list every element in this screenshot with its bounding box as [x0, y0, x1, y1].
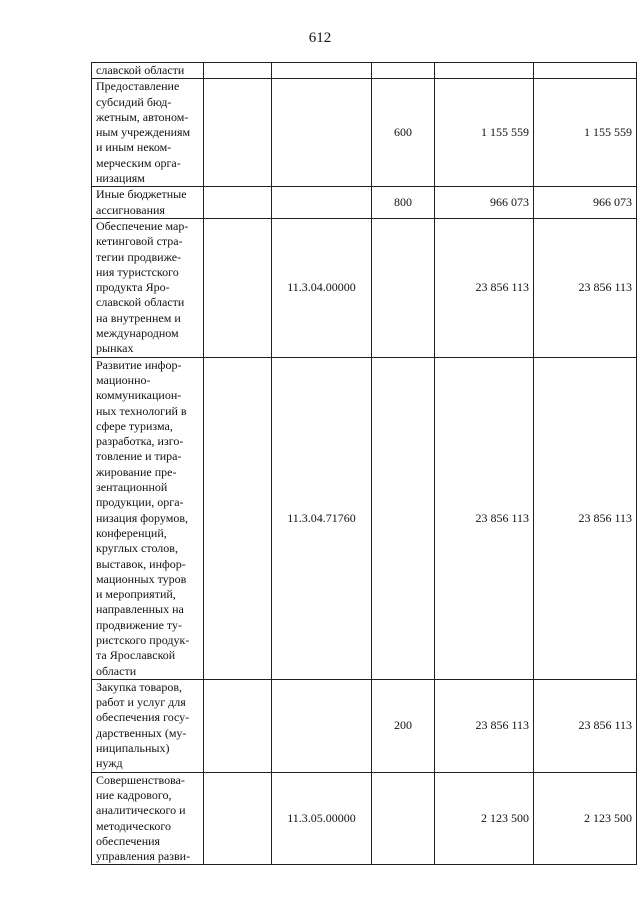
- blank-cell: [204, 772, 272, 865]
- row-name: славской области: [92, 63, 204, 79]
- page-number: 612: [308, 30, 332, 46]
- target-code: 11.3.05.00000: [272, 772, 372, 865]
- target-code: [272, 79, 372, 187]
- amount-2: 23 856 113: [534, 357, 637, 679]
- expense-type: 200: [372, 679, 435, 772]
- target-code: 11.3.04.71760: [272, 357, 372, 679]
- expense-type: 600: [372, 79, 435, 187]
- expense-type: [372, 357, 435, 679]
- amount-1: 1 155 559: [435, 79, 534, 187]
- table-row: [92, 679, 637, 772]
- row-name: Обеспечение мар- кетинговой стра- тегии продвиже- ния туристского продукта Яро- славской области на внутреннем и международном рынках: [92, 218, 204, 357]
- amount-2: 966 073: [534, 187, 637, 219]
- row-name: Предоставление субсидий бюд- жетным, автоном- ным учреждениям и иным неком- мерческим орга- низациям: [92, 79, 204, 187]
- amount-1: 966 073: [435, 187, 534, 219]
- blank-cell: [204, 218, 272, 357]
- target-code: [272, 187, 372, 219]
- table-row: [92, 357, 637, 679]
- blank-cell: [204, 679, 272, 772]
- expense-type: [372, 218, 435, 357]
- table-row: [92, 79, 637, 187]
- row-name: Закупка товаров, работ и услуг для обеспечения госу- дарственных (му- ниципальных) нужд: [92, 679, 204, 772]
- blank-cell: [204, 357, 272, 679]
- row-name: Совершенствова- ние кадрового, аналитического и методического обеспечения управления разви-: [92, 772, 204, 865]
- amount-2: 23 856 113: [534, 679, 637, 772]
- amount-1: 2 123 500: [435, 772, 534, 865]
- target-code: [272, 63, 372, 79]
- table-row: [92, 772, 637, 865]
- expense-type: [372, 772, 435, 865]
- expense-type: 800: [372, 187, 435, 219]
- amount-1: 23 856 113: [435, 218, 534, 357]
- row-name: Иные бюджетные ассигнования: [92, 187, 204, 219]
- amount-1: [435, 63, 534, 79]
- expense-type: [372, 63, 435, 79]
- blank-cell: [204, 187, 272, 219]
- target-code: [272, 679, 372, 772]
- table-row: [92, 218, 637, 357]
- amount-1: 23 856 113: [435, 679, 534, 772]
- amount-2: 1 155 559: [534, 79, 637, 187]
- target-code: 11.3.04.00000: [272, 218, 372, 357]
- amount-2: 2 123 500: [534, 772, 637, 865]
- table-row: [92, 63, 637, 79]
- amount-1: 23 856 113: [435, 357, 534, 679]
- blank-cell: [204, 79, 272, 187]
- blank-cell: [204, 63, 272, 79]
- table-row: [92, 187, 637, 219]
- amount-2: [534, 63, 637, 79]
- row-name: Развитие инфор- мационно- коммуникацион- ных технологий в сфере туризма, разработка, изго- товление и тира- жирование пре- зентационной продукции, орга- низация форумов, конференций, круглых столов, выставок, инфор- мационных туров и мероприятий, направленных на продвижение ту- ристского продук- та Ярославской области: [92, 357, 204, 679]
- amount-2: 23 856 113: [534, 218, 637, 357]
- budget-table: [91, 62, 637, 865]
